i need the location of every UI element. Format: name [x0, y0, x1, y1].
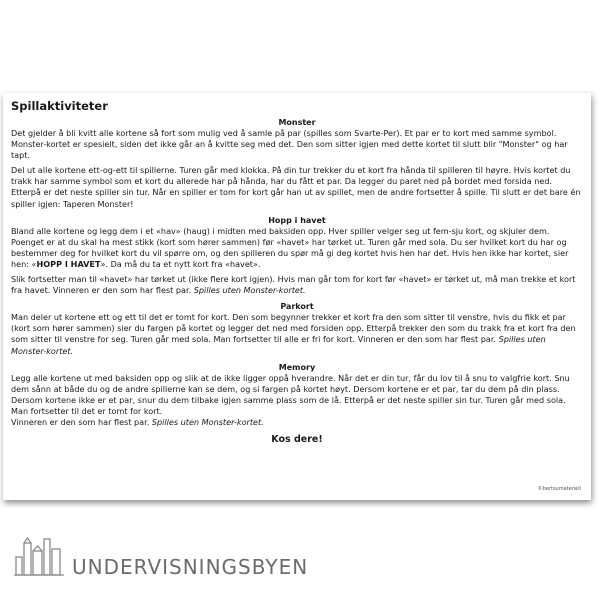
hopp-p2-text: Slik fortsetter man til «havet» har tørket ut (ikke flere kort igjen). Hvis man går tom for kort før «havet» er tørket ut, må man trekke et kort fra havet. Vinneren er den som har flest par.: [11, 274, 576, 296]
section-parkort: [11, 301, 583, 356]
parkort-paragraph-1: [11, 312, 583, 356]
hopp-p1-text-b: ». Da må du ta et nytt kort fra «havet».: [100, 258, 261, 269]
memory-p2-note: Spilles uten Monster-kortet.: [151, 416, 264, 427]
hopp-paragraph-1: [11, 226, 583, 270]
section-title-monster: Monster: [278, 118, 316, 127]
memory-paragraph-2: [11, 417, 583, 428]
memory-p2-text: Vinneren er den som har flest par.: [11, 416, 152, 427]
hopp-p2-note: Spilles uten Monster-kortet.: [193, 285, 306, 296]
closing-text: Kos dere!: [271, 434, 323, 446]
card-title: Spillaktiviteter: [11, 99, 108, 113]
brand-logo: [14, 535, 308, 577]
section-title-parkort: Parkort: [280, 302, 314, 312]
section-hopp-i-havet: [11, 215, 583, 297]
credit-text: ©bertsumateriell: [537, 486, 581, 492]
parkort-p1-note: Spilles uten Monster-kortet.: [11, 334, 546, 356]
hopp-i-havet-phrase: HOPP I HAVET: [36, 258, 101, 269]
memory-paragraph-1: Legg alle kortene ut med baksiden opp og slik at de ikke ligger oppå hverandre. Når det er din tur, får du lov til å snu to valgfrie kort. Snu dem sånn at både du og de andre spillerne kan se dem, og si fargen på kortet høyt. Dersom kortene er et par, tar du dem på din plass. Dersom kortene ikke er et par, snur du dem tilbake igjen samme plass som de lå. Etterpå er det neste spiller sin tur. Turen går med sola. Man fortsetter til det er tomt for kort.: [11, 372, 570, 416]
section-title-memory: Memory: [278, 362, 316, 372]
brand-name: UNDERVISNINGSBYEN: [72, 555, 309, 579]
parkort-p1-text: Man deler ut kortene ett og ett til det er tomt for kort. Den som begynner trekker et kort fra den som sitter til venstre, hvis du fikk et par (kort som hører sammen) sier du fargen på kortet og legger det ned med forsiden opp. Etterpå trekker den som du trakk fra et kort fra den som sitter til venstre for seg. Turen går med sola. Man fortsetter til alle er fri for kort. Vinneren er den som har flest par.: [11, 312, 576, 345]
activities-card: [3, 93, 591, 500]
monster-paragraph-1: Det gjelder å bli kvitt alle kortene så fort som mulig ved å samle på par (spilles som Svarte-Per). Et par er to kort med samme symbol. Monster-kortet er spesielt, siden det ikke går an å kvitte seg med det. Den som sitter igjen med dette kortet til slutt blir "Monster" og har tapt.: [11, 128, 568, 161]
city-skyline-icon: [14, 535, 66, 577]
hopp-p1-text-a: Bland alle kortene og legg dem i et «hav» (haug) i midten med baksiden opp. Hver spiller velger seg ut fem-sju kort, og skjuler dem. Poenget er at du skal ha mest stikk (kort som hører sammen) før «havet» har tørket ut. Turen går med sola. Du ser hvilket kort du har og bestemmer deg for hvilket kort du vil spørre om, og den spilleren du spør må gi deg kortet hvis hen har det. Hvis hen ikke har kortet, sier hen: «: [11, 225, 569, 269]
section-title-hopp-i-havet: Hopp i havet: [268, 215, 326, 225]
section-monster: [11, 117, 583, 210]
monster-paragraph-2: Del ut alle kortene ett-og-ett til spillerne. Turen går med klokka. På din tur trekker du et kort fra hånda til spilleren til høyre. Hvis kortet du trakk har samme symbol som et kort du allerede har på hånda, har du fått et par. Da legger du paret ned på bordet med forsida ned. Etterpå er det neste spiller sin tur. Når en spiller er tom for kort går han ut av spillet, men de andre fortsetter å spille. Til slutt er det bare én spiller igjen: Taperen Monster!: [11, 165, 581, 209]
section-memory: [11, 362, 583, 428]
hopp-paragraph-2: [11, 274, 583, 296]
